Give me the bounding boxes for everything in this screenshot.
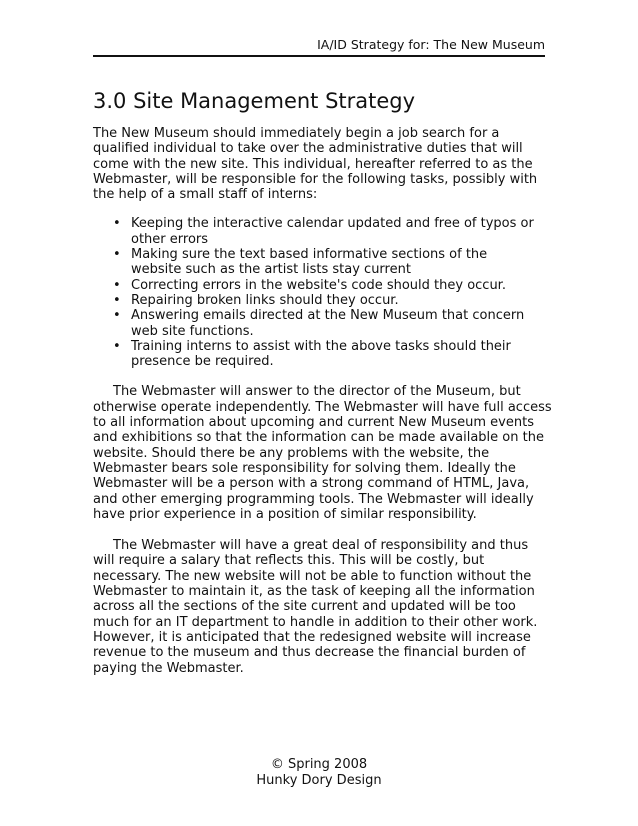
copyright-line: © Spring 2008 xyxy=(270,757,368,772)
task-item xyxy=(93,216,541,247)
company-name: Hunky Dory Design xyxy=(256,773,382,788)
running-header-text: IA/ID Strategy for: The New Museum xyxy=(317,37,545,52)
task-item-text: Answering emails directed at the New Museum that concern web site functions. xyxy=(131,308,525,339)
task-item xyxy=(93,308,541,339)
task-item xyxy=(93,293,541,308)
section-title: 3.0 Site Management Strategy xyxy=(93,89,416,113)
webmaster-salary-paragraph: The Webmaster will have a great deal of responsibility and thus will require a salary that reflects this. This will be costly, but necessary. The new website will not be able to function without the Webmaster to maintain it, as the task of keeping all the information across all the sections of the site current and updated will be too much for an IT department to handle in addition to their other work. However, it is anticipated that the redesigned website will increase revenue to the museum and thus decrease the financial burden of paying the Webmaster. xyxy=(93,538,538,676)
task-item xyxy=(93,278,541,293)
task-item-text: Training interns to assist with the above tasks should their presence be required. xyxy=(131,338,511,370)
task-item-text: Correcting errors in the website's code should they occur. xyxy=(131,277,506,293)
task-item xyxy=(93,339,541,370)
page-footer xyxy=(0,757,638,789)
task-list xyxy=(93,216,553,369)
bullet-icon: • xyxy=(113,308,121,324)
bullet-icon: • xyxy=(113,338,121,354)
section-body xyxy=(93,126,553,676)
task-item-text: Keeping the interactive calendar updated and free of typos or other errors xyxy=(131,216,534,247)
paragraph-spacer xyxy=(93,522,553,538)
bullet-icon: • xyxy=(113,292,121,308)
running-header xyxy=(93,38,545,57)
bullet-icon: • xyxy=(113,277,121,293)
task-item-text: Repairing broken links should they occur. xyxy=(131,292,399,308)
bullet-icon: • xyxy=(113,247,121,263)
task-item xyxy=(93,247,541,278)
bullet-icon: • xyxy=(113,216,121,232)
webmaster-role-paragraph: The Webmaster will answer to the director of the Museum, but otherwise operate independently. The Webmaster will have full access to all information about upcoming and current New Museum events and exhibitions so that the information can be made available on the website. Should there be any problems with the website, the Webmaster bears sole responsibility for solving them. Ideally the Webmaster will be a person with a strong command of HTML, Java, and other emerging programming tools. The Webmaster will ideally have prior experience in a position of similar responsibility. xyxy=(93,384,552,522)
task-item-text: Making sure the text based informative sections of the website such as the artist lists stay current xyxy=(131,247,488,278)
intro-paragraph: The New Museum should immediately begin a job search for a qualified individual to take over the administrative duties that will come with the new site. This individual, hereafter referred to as the Webmaster, will be responsible for the following tasks, possibly with the help of a small staff of interns: xyxy=(93,126,538,203)
